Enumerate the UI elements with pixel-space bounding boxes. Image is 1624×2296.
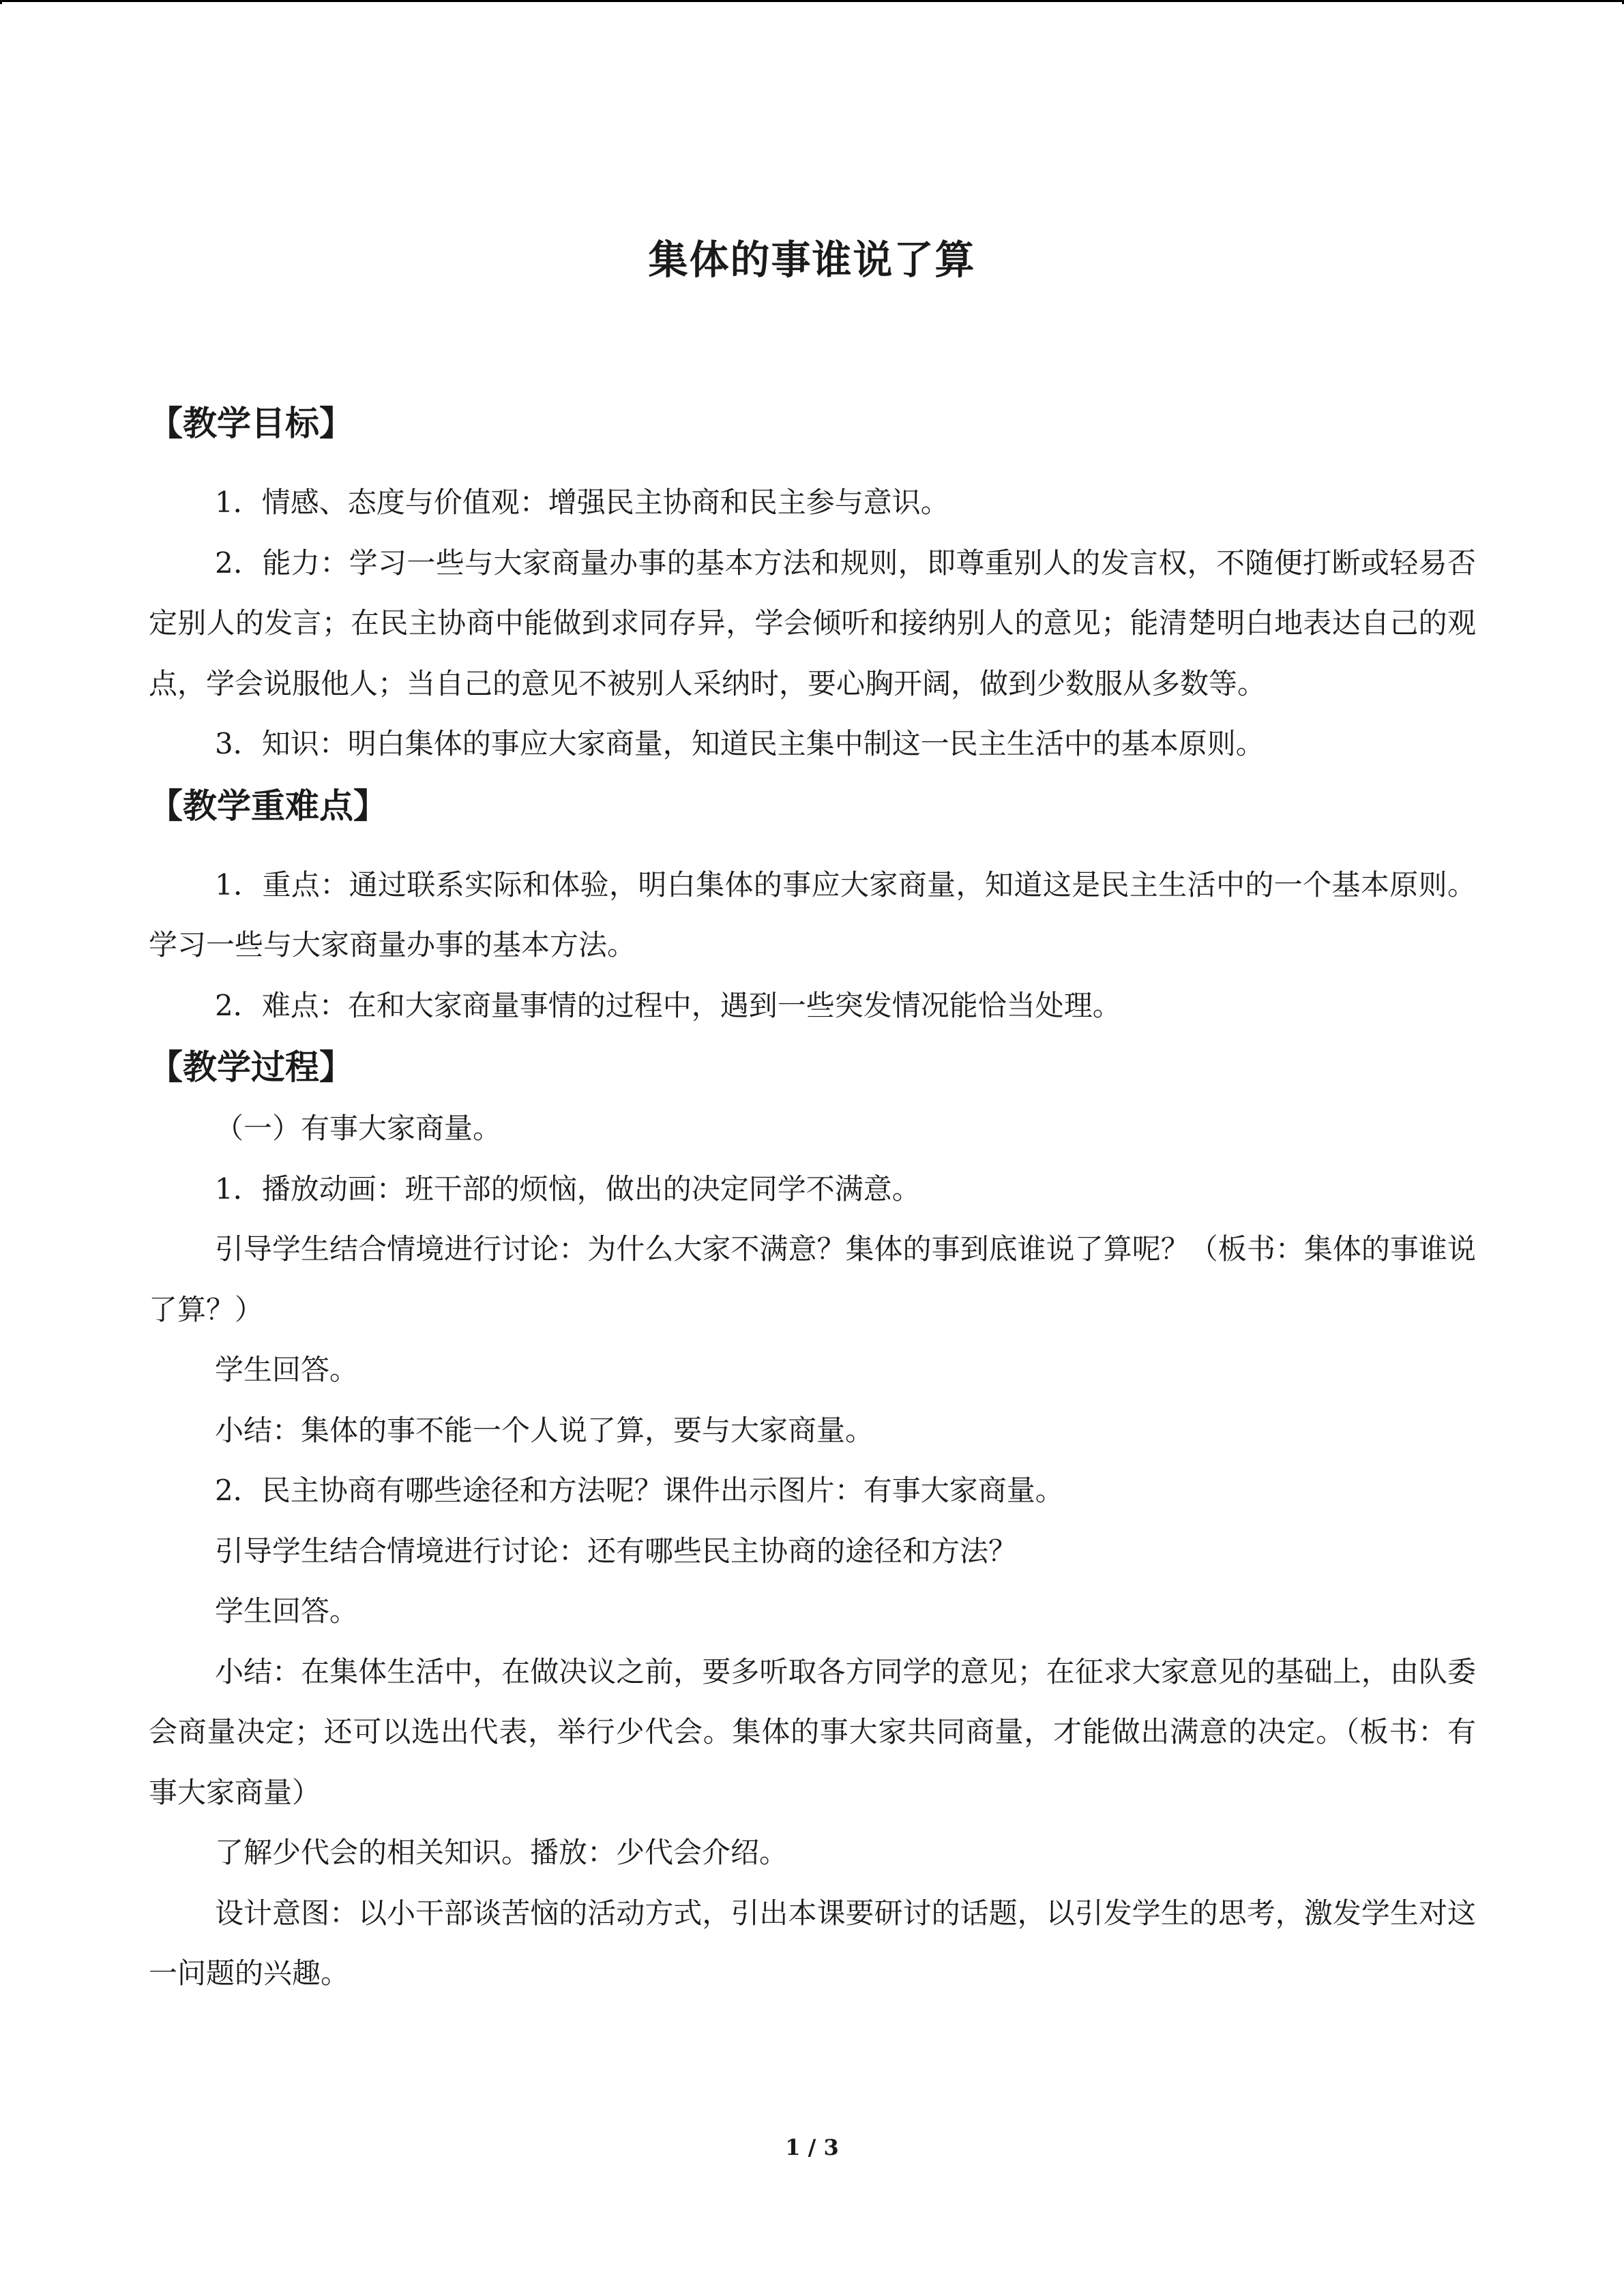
paragraph: 学生回答。 [215, 1353, 359, 1386]
paragraph: 了解少代会的相关知识。播放：少代会介绍。 [215, 1836, 788, 1869]
paragraph: （一）有事大家商量。 [215, 1112, 502, 1145]
paragraph: 设计意图：以小干部谈苦恼的活动方式，引出本课要研讨的话题，以引发学生的思考，激发学生对这一问题的兴趣。 [149, 1896, 1476, 1990]
paragraph: 1．播放动画：班干部的烦恼，做出的决定同学不满意。 [215, 1172, 921, 1206]
paragraph: 小结：集体的事不能一个人说了算，要与大家商量。 [215, 1413, 874, 1447]
page-number: 1 / 3 [785, 2134, 839, 2160]
document-body [149, 392, 1476, 2004]
document-title: 集体的事谁说了算 [648, 236, 976, 283]
paragraph: 1．情感、态度与价值观：增强民主协商和民主参与意识。 [215, 486, 949, 519]
paragraph: 学生回答。 [215, 1594, 359, 1628]
page-top-border [0, 0, 1624, 4]
paragraph: 引导学生结合情境进行讨论：为什么大家不满意？集体的事到底谁说了算呢？（板书：集体的事谁说了算？） [149, 1232, 1476, 1326]
paragraph: 2．难点：在和大家商量事情的过程中，遇到一些突发情况能恰当处理。 [215, 988, 1121, 1022]
paragraph: 小结：在集体生活中，在做决议之前，要多听取各方同学的意见；在征求大家意见的基础上，由队委会商量决定；还可以选出代表，举行少代会。集体的事大家共同商量，才能做出满意的决定。（板书：有事大家商量） [149, 1654, 1476, 1809]
paragraph: 3．知识：明白集体的事应大家商量，知道民主集中制这一民主生活中的基本原则。 [215, 727, 1265, 760]
section-heading-process: 【教学过程】 [149, 1047, 353, 1087]
paragraph: 2．能力：学习一些与大家商量办事的基本方法和规则，即尊重别人的发言权，不随便打断或轻易否定别人的发言；在民主协商中能做到求同存异，学会倾听和接纳别人的意见；能清楚明白地表达自己的观点，学会说服他人；当自己的意见不被别人采纳时，要心胸开阔，做到少数服从多数等。 [149, 546, 1476, 700]
paragraph: 2．民主协商有哪些途径和方法呢？课件出示图片：有事大家商量。 [215, 1474, 1064, 1507]
section-heading-key-points: 【教学重难点】 [149, 786, 387, 826]
paragraph: 引导学生结合情境进行讨论：还有哪些民主协商的途径和方法？ [215, 1534, 1018, 1568]
section-heading-objectives: 【教学目标】 [149, 404, 353, 443]
paragraph: 1．重点：通过联系实际和体验，明白集体的事应大家商量，知道这是民主生活中的一个基本原则。学习一些与大家商量办事的基本方法。 [149, 867, 1476, 961]
